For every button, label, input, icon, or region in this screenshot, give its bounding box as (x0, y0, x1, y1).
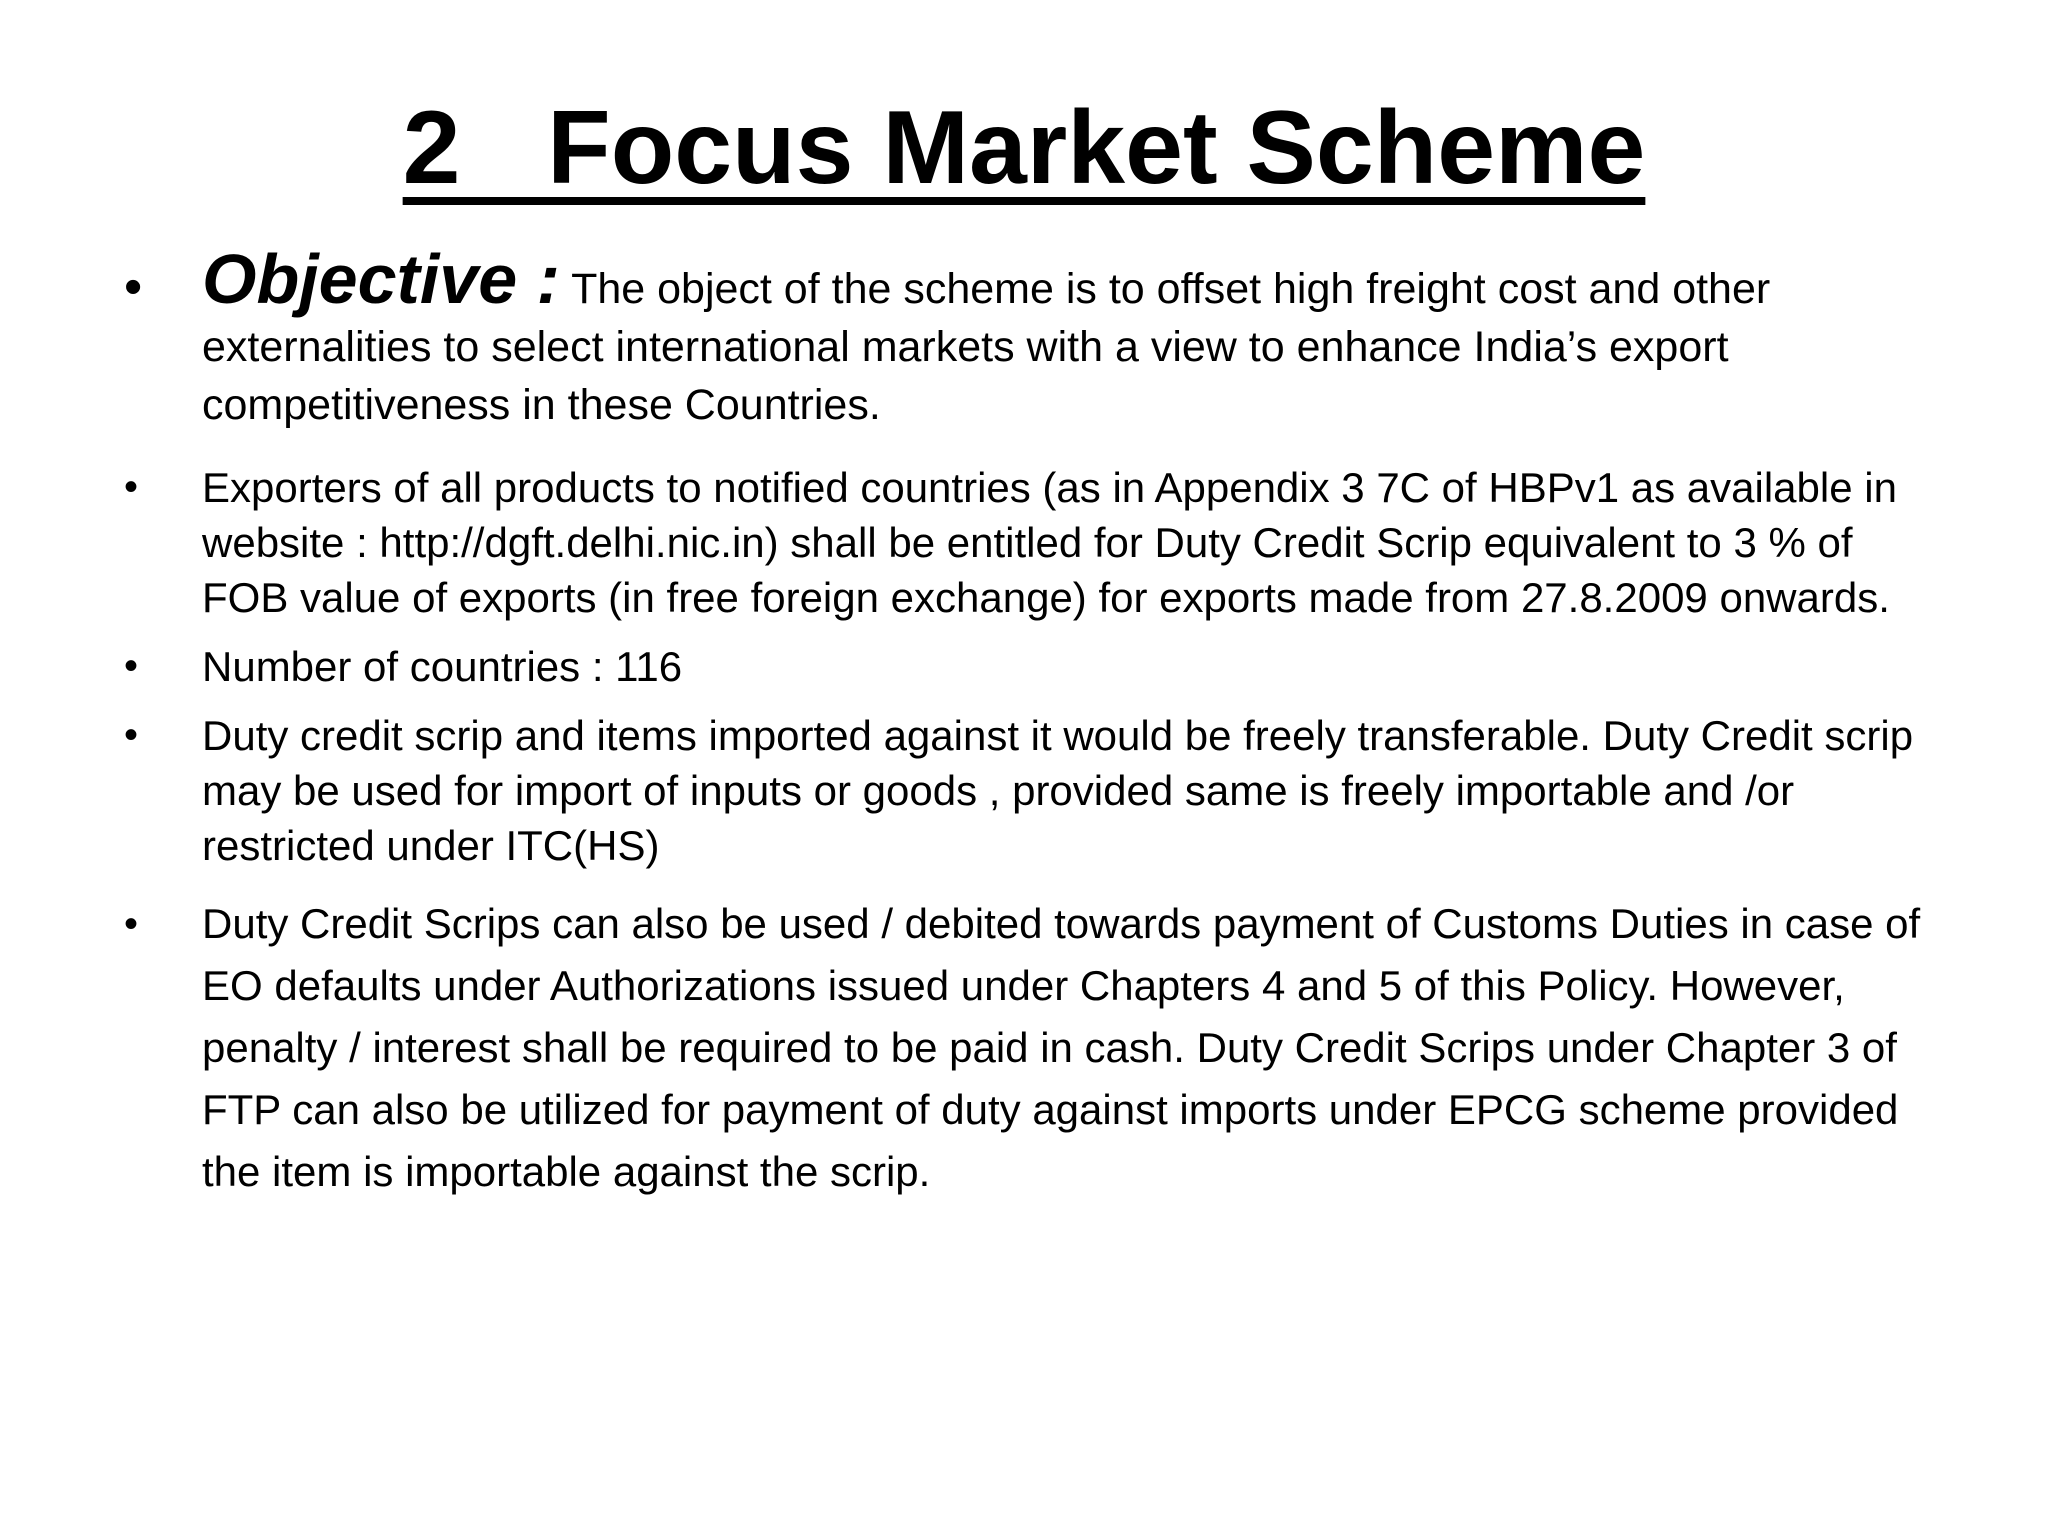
bullet-countries (118, 639, 1948, 694)
transferable-text: Duty credit scrip and items imported against it would be freely transferable. Duty Credit scrip may be used for import of inputs or goods , provided same is freely importable and /or restricted under ITC(HS) (202, 712, 1914, 869)
objective-text: The object of the scheme is to offset high freight cost and other externalities to select international markets with a view to enhance India’s export competitiveness in these Countries. (202, 265, 1771, 429)
customs-duties-text: Duty Credit Scrips can also be used / debited towards payment of Customs Duties in case of EO defaults under Authorizations issued under Chapters 4 and 5 of this Policy. However, penalty / interest shall be required to be paid in cash. Duty Credit Scrips under Chapter 3 of FTP can also be utilized for payment of duty against imports under EPCG scheme provided the item is importable against the scrip. (202, 900, 1921, 1195)
bullet-transferable (118, 708, 1948, 873)
bullet-customs-duties (118, 893, 1948, 1203)
bullet-list (118, 240, 1948, 1203)
bullet-objective (118, 240, 1948, 434)
bullet-exporters (118, 460, 1948, 625)
bullet-dot: • (124, 902, 139, 946)
bullet-dot: • (124, 644, 139, 688)
countries-text: Number of countries : 116 (202, 643, 683, 690)
bullet-dot: • (124, 258, 143, 316)
bullet-dot: • (124, 713, 139, 757)
bullet-dot: • (124, 465, 139, 509)
objective-label: Objective : (202, 240, 560, 318)
exporters-text: Exporters of all products to notified countries (as in Appendix 3 7C of HBPv1 as available in website : http://dgft.delhi.nic.in) shall be entitled for Duty Credit Scrip equivalent to 3 % of FOB value of exports (in free foreign exchange) for exports made from 27.8.2009 onwards. (202, 464, 1897, 621)
slide-title: 2 Focus Market Scheme (402, 90, 1646, 206)
